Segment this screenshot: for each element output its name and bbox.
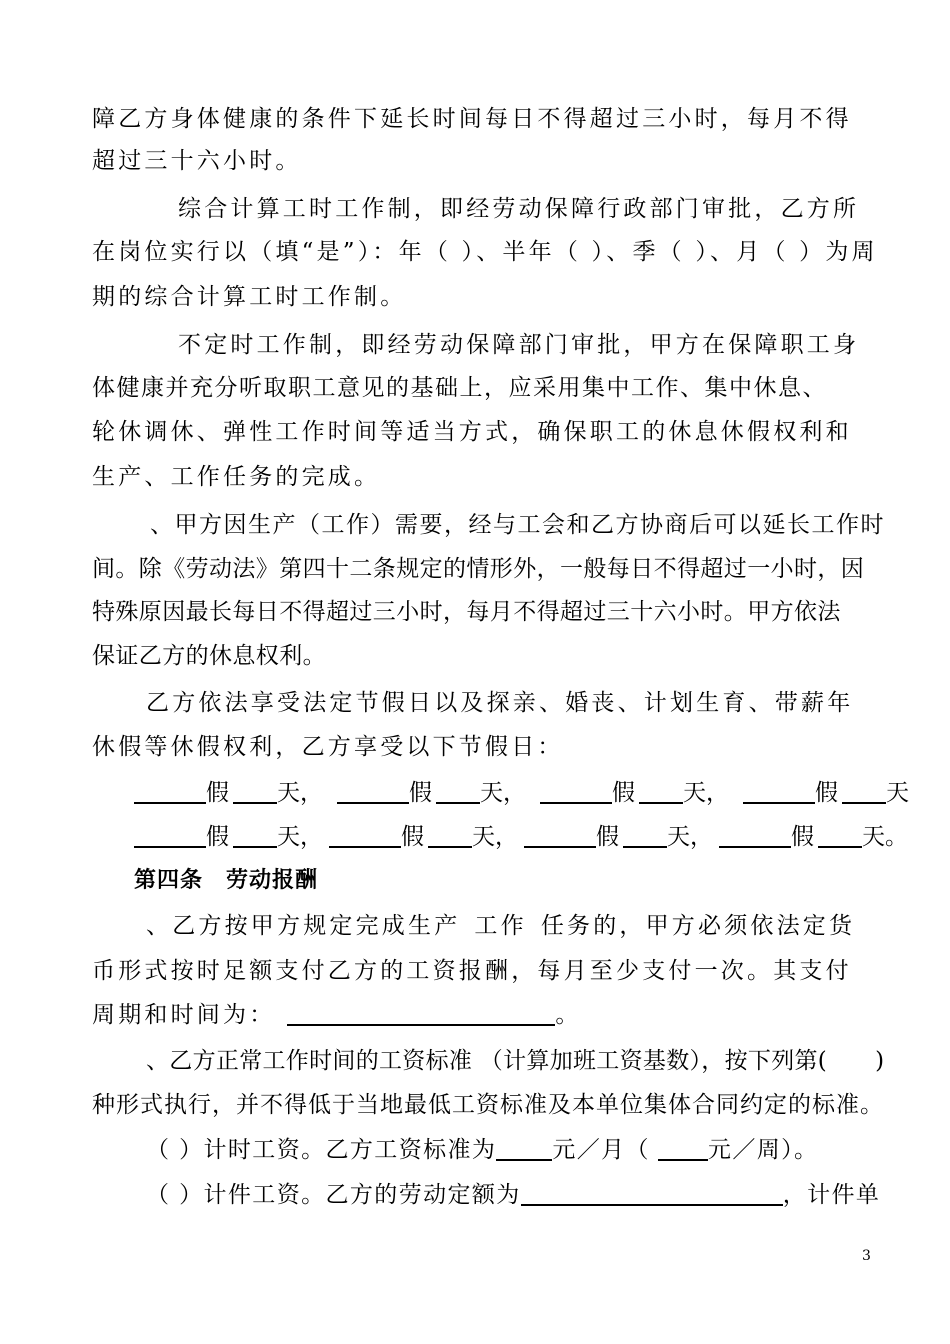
separator: ， bbox=[300, 780, 323, 806]
blank-field[interactable] bbox=[524, 822, 596, 848]
text-segment: 元／周）。 bbox=[707, 1137, 819, 1163]
text-line: 障乙方身体健康的条件下延长时间每日不得超过三小时，每月不得 bbox=[92, 106, 852, 132]
text-line: 、甲方因生产（工作）需要，经与工会和乙方协商后可以延长工作时 bbox=[150, 512, 885, 538]
text-line: 间。除《劳动法》第四十二条规定的情形外，一般每日不得超过一小时，因 bbox=[92, 556, 865, 582]
blank-field[interactable] bbox=[134, 778, 206, 804]
text-segment: （ ）计时工资。乙方工资标准为 bbox=[146, 1137, 497, 1163]
text-segment: ，计件单 bbox=[782, 1182, 881, 1208]
separator: ， bbox=[495, 824, 518, 850]
text-segment: （ ）计件工资。乙方的劳动定额为 bbox=[146, 1182, 521, 1208]
blank-field[interactable] bbox=[818, 822, 862, 848]
text-line: 特殊原因最长每日不得超过三小时，每月不得超过三十六小时。甲方依法 bbox=[92, 599, 841, 625]
holiday-char: 假 bbox=[791, 824, 814, 850]
blank-field[interactable] bbox=[842, 778, 886, 804]
text-segment: 。 bbox=[555, 1002, 582, 1028]
text-line bbox=[146, 911, 855, 941]
blank-field[interactable] bbox=[719, 822, 791, 848]
monthly-wage-field[interactable] bbox=[496, 1135, 552, 1161]
text-line: 不定时工作制，即经劳动保障部门审批，甲方在保障职工身 bbox=[178, 332, 860, 358]
text-line: 乙方依法享受法定节假日以及探亲、婚丧、计划生育、带薪年 bbox=[146, 690, 854, 716]
text-line: 体健康并充分听取职工意见的基础上，应采用集中工作、集中休息、 bbox=[92, 375, 827, 401]
separator: ， bbox=[706, 780, 729, 806]
holiday-char: 假 bbox=[409, 780, 432, 806]
blank-field[interactable] bbox=[329, 822, 401, 848]
holiday-row bbox=[134, 822, 908, 852]
holiday-row bbox=[134, 778, 909, 808]
end-mark: 。 bbox=[885, 824, 908, 850]
separator: ， bbox=[503, 780, 526, 806]
pay-period-field[interactable] bbox=[287, 1000, 555, 1026]
holiday-char: 假 bbox=[401, 824, 424, 850]
page-number: 3 bbox=[862, 1248, 871, 1264]
separator: ， bbox=[300, 824, 323, 850]
text-line: 种形式执行，并不得低于当地最低工资标准及本单位集体合同约定的标准。 bbox=[92, 1092, 884, 1118]
text-segment: 元／月（ bbox=[552, 1137, 650, 1163]
blank-field[interactable] bbox=[623, 822, 667, 848]
blank-field[interactable] bbox=[428, 822, 472, 848]
text-segment: 、乙方正常工作时间的工资标准 （计算加班工资基数），按下列第( bbox=[146, 1048, 828, 1074]
text-line: 综合计算工时工作制，即经劳动保障行政部门审批，乙方所 bbox=[178, 196, 860, 222]
text-segment: 任务的，甲方必须依法定货 bbox=[540, 913, 856, 939]
text-line: 在岗位实行以（填“是”）：年（ ）、半年（ ）、季（ ）、月（ ）为周 bbox=[92, 239, 878, 265]
blank-field[interactable] bbox=[233, 822, 277, 848]
text-line: 生产、工作任务的完成。 bbox=[92, 464, 381, 490]
holiday-char: 天 bbox=[667, 824, 690, 850]
holiday-char: 天 bbox=[472, 824, 495, 850]
holiday-char: 假 bbox=[596, 824, 619, 850]
holiday-char: 假 bbox=[206, 780, 229, 806]
text-line bbox=[146, 1180, 880, 1210]
blank-field[interactable] bbox=[436, 778, 480, 804]
text-line bbox=[92, 1000, 582, 1030]
text-line: 轮休调休、弹性工作时间等适当方式，确保职工的休息休假权利和 bbox=[92, 419, 852, 445]
text-line: 币形式按时足额支付乙方的工资报酬，每月至少支付一次。其支付 bbox=[92, 958, 852, 984]
holiday-char: 天 bbox=[862, 824, 885, 850]
holiday-char: 假 bbox=[815, 780, 838, 806]
blank-field[interactable] bbox=[233, 778, 277, 804]
text-line: 休假等休假权利，乙方享受以下节假日： bbox=[92, 734, 564, 760]
text-line: 期的综合计算工时工作制。 bbox=[92, 284, 407, 310]
weekly-wage-field[interactable] bbox=[658, 1135, 708, 1161]
holiday-char: 天 bbox=[277, 824, 300, 850]
separator: ， bbox=[690, 824, 713, 850]
holiday-char: 假 bbox=[612, 780, 635, 806]
text-segment: 工作 bbox=[474, 913, 527, 939]
text-segment: 周期和时间为： bbox=[92, 1002, 276, 1028]
holiday-char: 天 bbox=[886, 780, 909, 806]
blank-field[interactable] bbox=[134, 822, 206, 848]
blank-field[interactable] bbox=[337, 778, 409, 804]
text-segment: 、乙方按甲方规定完成生产 bbox=[146, 913, 461, 939]
blank-field[interactable] bbox=[540, 778, 612, 804]
labor-quota-field[interactable] bbox=[521, 1180, 783, 1206]
section-heading: 第四条 劳动报酬 bbox=[134, 868, 319, 893]
text-line: 保证乙方的休息权利。 bbox=[92, 643, 326, 669]
holiday-char: 天 bbox=[277, 780, 300, 806]
holiday-char: 假 bbox=[206, 824, 229, 850]
holiday-char: 天 bbox=[683, 780, 706, 806]
text-line bbox=[146, 1135, 818, 1165]
text-line bbox=[146, 1046, 884, 1076]
holiday-char: 天 bbox=[480, 780, 503, 806]
text-segment: ) bbox=[875, 1048, 885, 1074]
blank-field[interactable] bbox=[743, 778, 815, 804]
text-line: 超过三十六小时。 bbox=[92, 148, 302, 174]
blank-field[interactable] bbox=[639, 778, 683, 804]
